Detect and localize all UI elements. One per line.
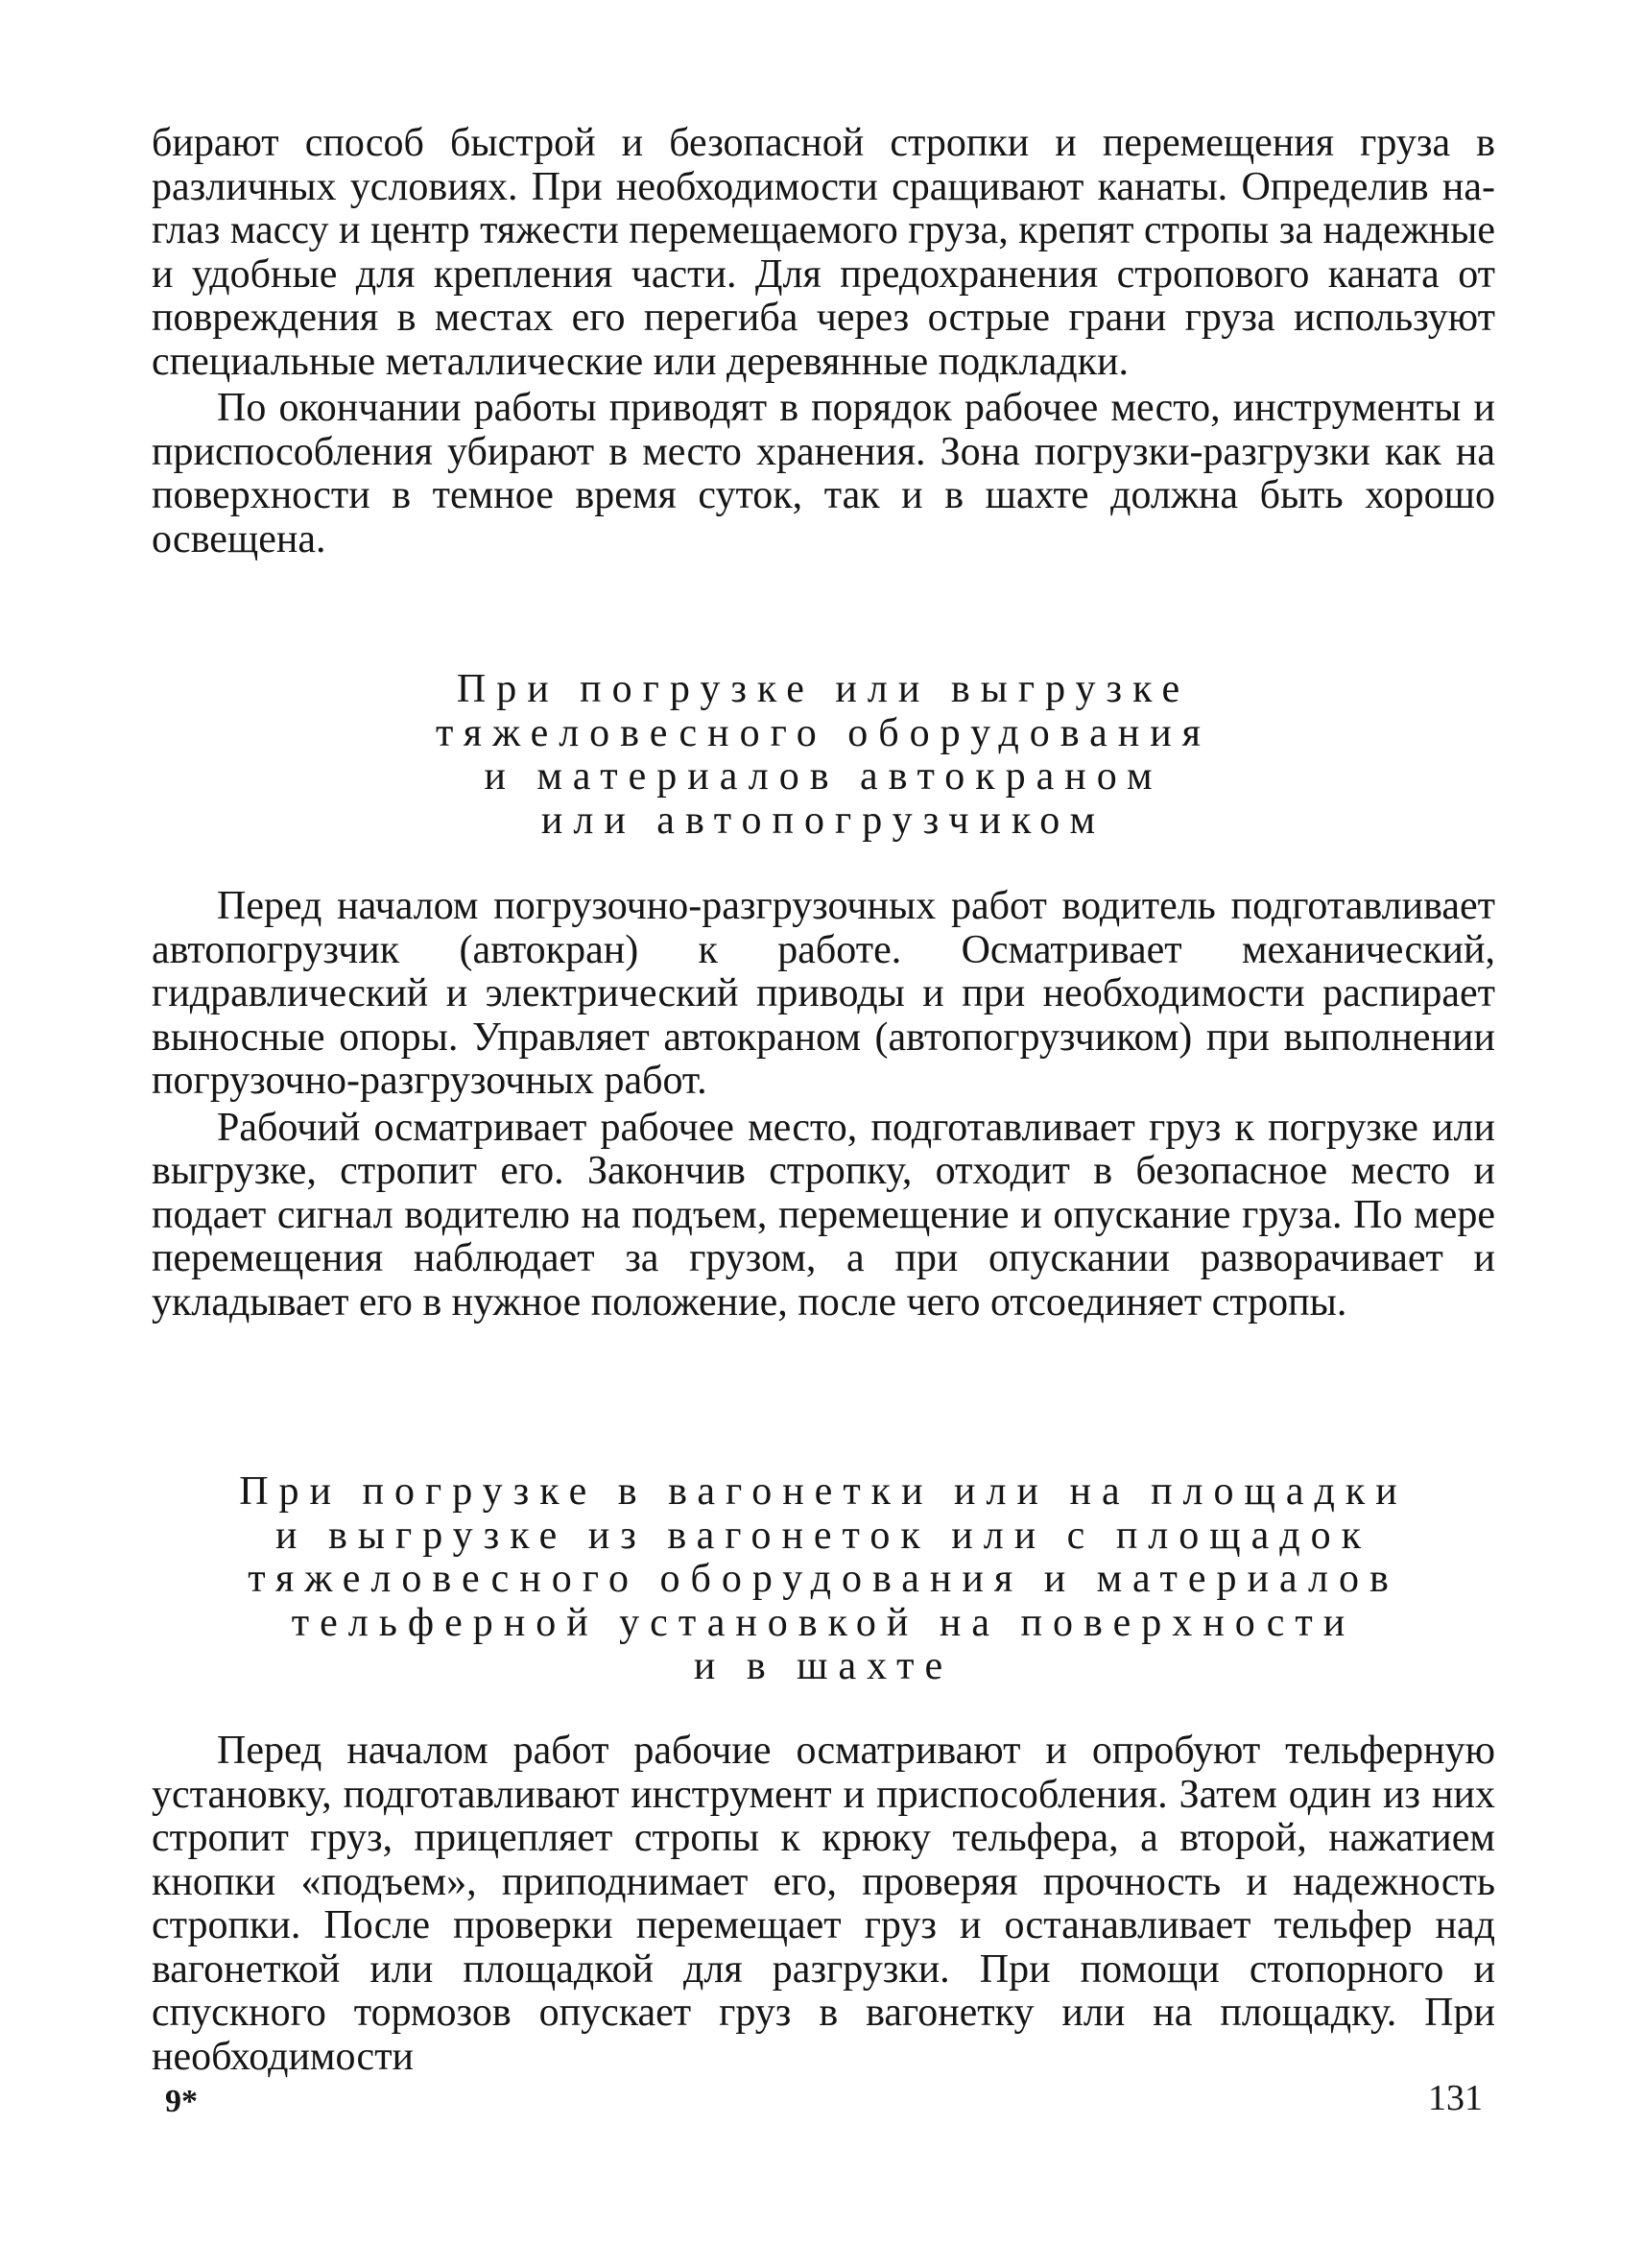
heading-line: и в шахте: [693, 1644, 954, 1688]
intro-text-block: [152, 122, 1495, 561]
heading-line: При погрузке в вагонетки или на площадки: [239, 1469, 1408, 1514]
signature-mark: 9*: [165, 2084, 198, 2119]
heading-line: и выгрузке из вагонеток или с площадок: [274, 1513, 1372, 1558]
heading-line: и материалов автокраном: [484, 754, 1163, 799]
heading-line: тяжеловесного оборудования и материалов: [248, 1557, 1399, 1601]
autocrane-paragraph-2: Рабочий осматривает рабочее место, подготавливает груз к погрузке или выгрузке, стропит его. Закончив стропку, отходит в безопасное место и подает сигнал водителю на подъем, перемещение и опускание груза. По мере перемещения наблюдает за грузом, а при опускании разворачивает и укладывает его в нужное положение, после чего отсоединяет стропы.: [152, 1105, 1495, 1325]
intro-paragraph-2: По окончании работы приводят в порядок рабочее место, инструменты и приспособления убирают в место хранения. Зона погрузки-разгрузки как на поверхности в темное время суток, так и в шахте должна быть хорошо освещена.: [152, 386, 1495, 561]
autocrane-text-block: [152, 885, 1495, 1325]
telpher-paragraph-1: Перед началом работ рабочие осматривают и опробуют тельферную установку, подготавливают инструмент и приспособления. Затем один из них стропит груз, прицепляет стропы к крюку тельфера, а второй, нажатием кнопки «подъем», приподнимает его, проверяя прочность и надежность стропки. После проверки перемещает груз и останавливает тельфер над вагонеткой или площадкой для разгрузки. При помощи стопорного и спускного тормозов опускает груз в вагонетку или на площадку. При необходимости: [152, 1729, 1495, 2079]
telpher-section-heading: [152, 1470, 1495, 1689]
page-number: 131: [1428, 2078, 1483, 2118]
telpher-text-block: [152, 1730, 1495, 2079]
heading-line: или автопогрузчиком: [540, 798, 1107, 843]
heading-line: тяжеловесного оборудования: [436, 710, 1211, 755]
intro-paragraph-1: бирают способ быстрой и безопасной стропки и перемещения груза в различных условиях. При необходимости сращивают канаты. Определив на-глаз массу и центр тяжести перемещаемого груза, крепят стропы за надежные и удобные для крепления части. Для предохранения стропового каната от повреждения в местах его перегиба через острые грани груза используют специальные металлические или деревянные подкладки.: [152, 121, 1495, 384]
autocrane-section-heading: [152, 668, 1495, 843]
autocrane-paragraph-1: Перед началом погрузочно-разгрузочных работ водитель подготавливает автопогрузчик (автокран) к работе. Осматривает механический, гидравлический и электрический приводы и при необходимости распирает выносные опоры. Управляет автокраном (автопогрузчиком) при выполнении погрузочно-разгрузочных работ.: [152, 884, 1495, 1103]
heading-line: тельферной установкой на поверхности: [291, 1600, 1356, 1645]
heading-line: При погрузке или выгрузке: [456, 667, 1191, 711]
